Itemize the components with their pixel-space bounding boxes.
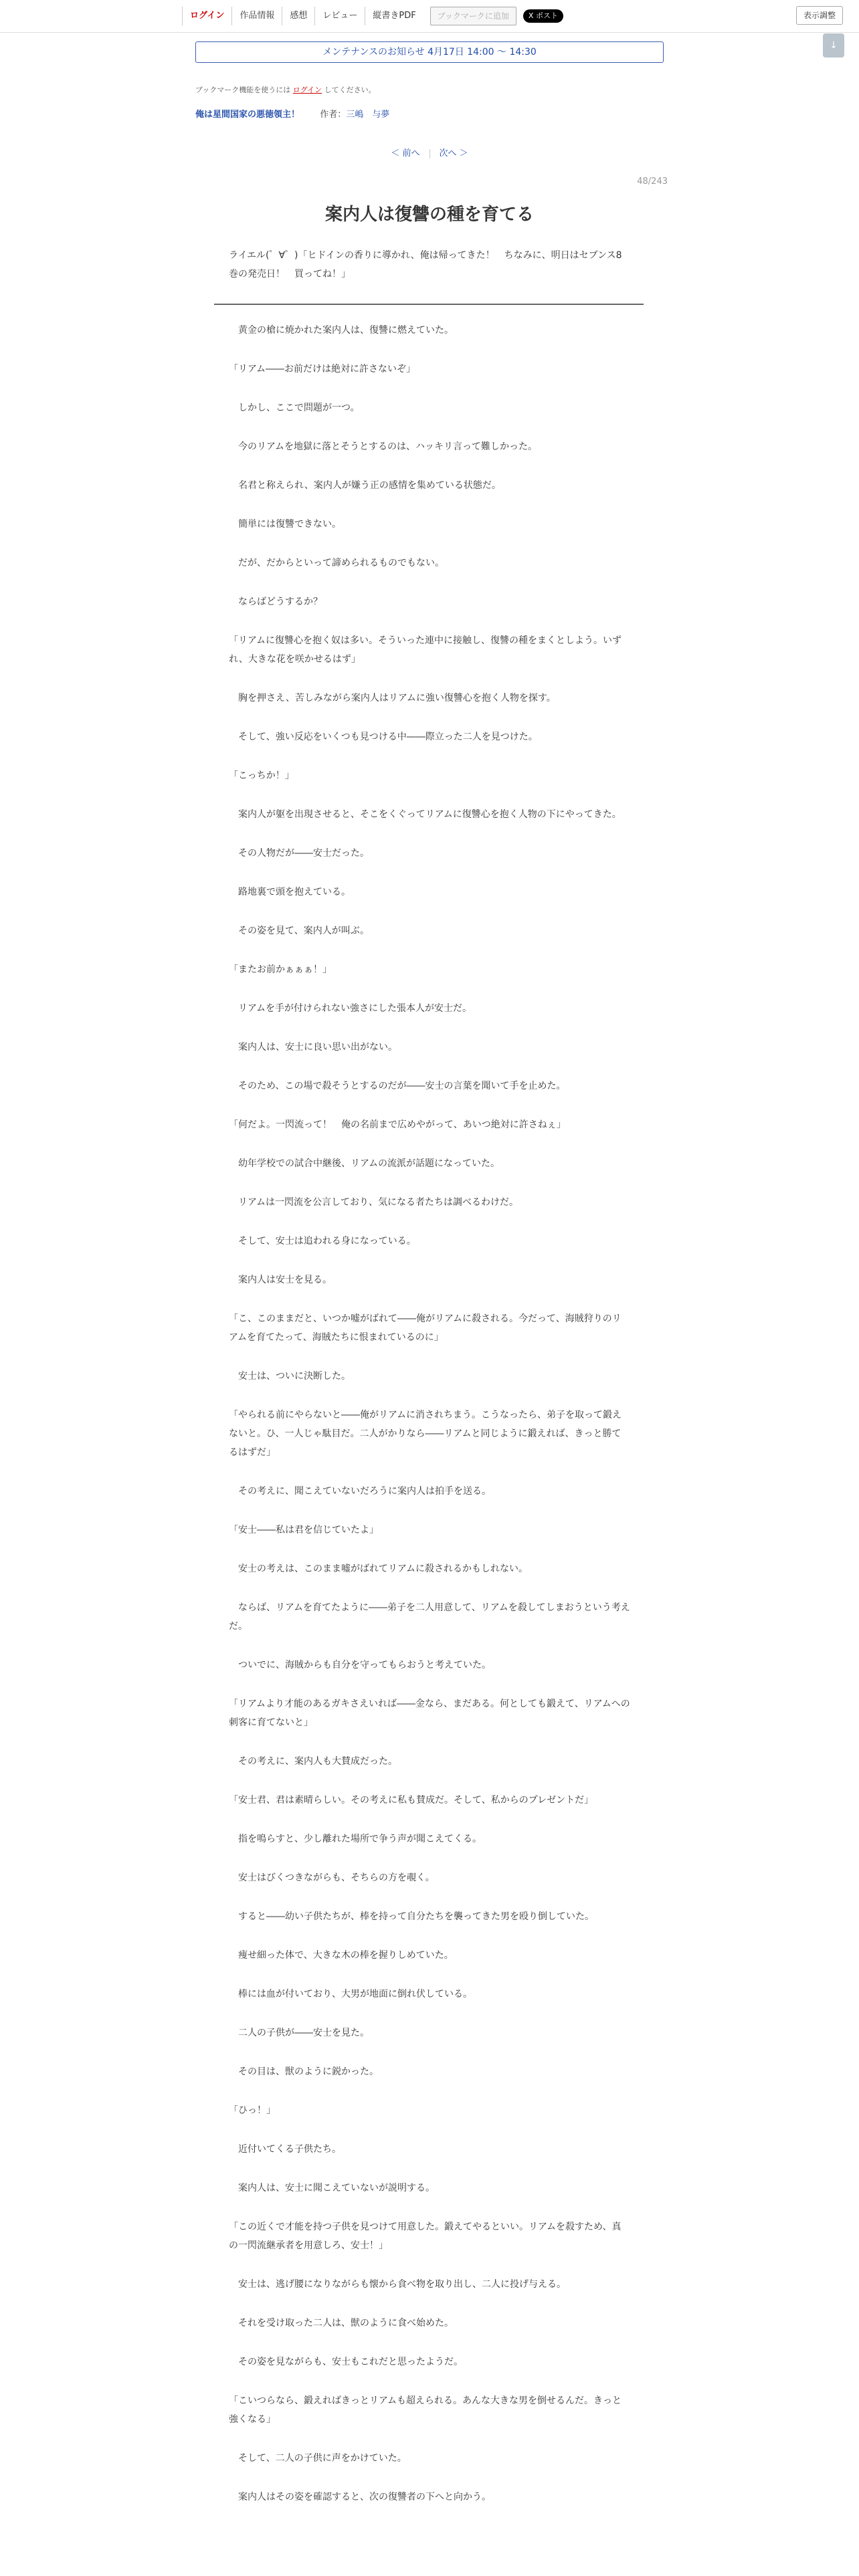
body-paragraph: 路地裏で頭を抱えている。: [238, 887, 351, 897]
body-paragraph: リアムは一閃流を公言しており、気になる者たちは調べるわけだ。: [238, 1197, 519, 1208]
body-paragraph: その姿を見て、案内人が叫ぶ。: [238, 926, 369, 936]
body-paragraph: 指を鳴らすと、少し離れた場所で争う声が聞こえてくる。: [238, 1834, 482, 1844]
nav-item-work-info[interactable]: 作品情報: [231, 7, 282, 25]
body-paragraph: 安士は、ついに決断した。: [238, 1371, 351, 1382]
author-label: 作者：: [320, 110, 347, 120]
pager-top: [0, 146, 859, 158]
chapter-title: 案内人は復讐の種を育てる: [324, 205, 534, 225]
arrow-down-icon: ↓: [830, 40, 838, 51]
display-settings-button[interactable]: 表示調整: [796, 6, 843, 25]
bookmark-note: [195, 84, 376, 95]
body-paragraph: すると――幼い子供たちが、棒を持って自分たちを襲ってきた男を殴り倒していた。: [238, 1911, 594, 1922]
body-paragraph: その人物だが――安士だった。: [238, 848, 369, 859]
nav-menu: [182, 7, 563, 25]
add-bookmark-button[interactable]: ブックマークに追加: [430, 7, 516, 25]
next-page-link[interactable]: 次へ ＞: [439, 148, 468, 158]
bookmark-note-text: ブックマーク機能を使うには: [195, 86, 293, 94]
body-paragraph: 「リアム――お前だけは絶対に許さないぞ」: [229, 364, 416, 374]
body-paragraph: 安士は、逃げ腰になりながらも懐から食べ物を取り出し、二人に投げ与える。: [238, 2279, 566, 2290]
body-paragraph: 痩せ細った体で、大きな木の棒を握りしめていた。: [238, 1950, 454, 1961]
body-paragraph: 案内人は安士を見る。: [238, 1275, 332, 1285]
body-paragraph: 黄金の槍に焼かれた案内人は、復讐に燃えていた。: [238, 325, 454, 336]
body-paragraph: その姿を見ながらも、安士もこれだと思ったようだ。: [238, 2357, 463, 2367]
body-paragraph: 胸を押さえ、苦しみながら案内人はリアムに強い復讐心を抱く人物を探す。: [238, 693, 556, 704]
login-link[interactable]: ログイン: [182, 7, 231, 25]
body-paragraph: 「やられる前にやらないと――俺がリアムに消されちまう。こうなったら、弟子を取って鍛えないと。ひ、一人じゃ駄目だ。二人がかりなら――リアムと同じように鍛えれば、きっと勝てるはずだ」: [229, 1410, 622, 1458]
body-paragraph: しかし、ここで問題が一つ。: [238, 403, 360, 413]
body-paragraph: 幼年学校での試合中継後、リアムの流派が話題になっていた。: [238, 1158, 500, 1169]
body-paragraph: その考えに、聞こえていないだろうに案内人は拍手を送る。: [238, 1486, 491, 1497]
body-paragraph: そのため、この場で殺そうとするのだが――安士の言葉を聞いて手を止めた。: [238, 1081, 566, 1091]
x-post-button[interactable]: X ポスト: [523, 9, 563, 23]
body-paragraph: 安士はびくつきながらも、そちらの方を覗く。: [238, 1872, 435, 1883]
body-paragraph: そして、二人の子供に声をかけていた。: [238, 2453, 407, 2464]
body-paragraph: 「安士――私は君を信じていたよ」: [229, 1525, 379, 1535]
body-paragraph: 今のリアムを地獄に落とそうとするのは、ハッキリ言って難しかった。: [238, 441, 538, 452]
body-paragraph: 「またお前かぁぁぁ！」: [229, 964, 332, 975]
novel-meta: [195, 107, 389, 120]
nav-item-review[interactable]: レビュー: [314, 7, 365, 25]
nav-item-impressions[interactable]: 感想: [282, 7, 314, 25]
body-paragraph: そして、安士は追われる身になっている。: [238, 1236, 416, 1247]
body-paragraph: 案内人が躯を出現させると、そこをくぐってリアムに復讐心を抱く人物の下にやってきた。: [238, 809, 622, 820]
body-paragraph: 「こいつらなら、鍛えればきっとリアムも超えられる。あんな大きな男を倒せるんだ。きっと強くなる」: [229, 2395, 622, 2425]
body-paragraph: だが、だからといって諦められるものでもない。: [238, 558, 444, 568]
body-paragraph: 「ひっ！」: [229, 2105, 276, 2116]
body-paragraph: 安士の考えは、このまま嘘がばれてリアムに殺されるかもしれない。: [238, 1564, 529, 1574]
maintenance-notice[interactable]: メンテナンスのお知らせ 4月17日 14:00 〜 14:30: [195, 41, 664, 63]
body-paragraph: 近付いてくる子供たち。: [238, 2144, 341, 2155]
body-paragraph: 「リアムより才能のあるガキさえいれば――金なら、まだある。何としても鍛えて、リアムへの刺客に育てないと」: [229, 1699, 630, 1728]
body-paragraph: 案内人は、安士に聞こえていないが説明する。: [238, 2183, 435, 2193]
novel-title-link[interactable]: 俺は星間国家の悪徳領主！: [195, 110, 300, 120]
chapter-body: [229, 321, 630, 2527]
nav-item-vertical-pdf[interactable]: 縦書きPDF: [365, 7, 423, 25]
scroll-down-button[interactable]: [823, 33, 844, 58]
body-paragraph: そして、強い反応をいくつも見つける中――際立った二人を見つけた。: [238, 732, 538, 742]
body-paragraph: 案内人は、安士に良い思い出がない。: [238, 1042, 397, 1053]
body-paragraph: 案内人はその姿を確認すると、次の復讐者の下へと向かう。: [238, 2492, 491, 2502]
chapter-preface: ライエル(゜∀゜)「ヒドインの香りに導かれ、俺は帰ってきた！ ちなみに、明日はセブンス8巻の発売日！ 買ってね！」: [229, 250, 622, 280]
author-link[interactable]: 三嶋 与夢: [346, 110, 390, 120]
body-paragraph: リアムを手が付けられない強さにした張本人が安士だ。: [238, 1003, 472, 1014]
top-navigation-bar: [0, 0, 859, 33]
body-paragraph: 「こっちか！」: [229, 770, 294, 781]
body-paragraph: ついでに、海賊からも自分を守ってもらおうと考えていた。: [238, 1660, 491, 1671]
body-paragraph: 簡単には復讐できない。: [238, 519, 341, 530]
bookmark-login-link[interactable]: ログイン: [292, 86, 322, 94]
body-paragraph: 「こ、このままだと、いつか嘘がばれて――俺がリアムに殺される。今だって、海賊狩りのリアムを育てたって、海賊たちに恨まれているのに」: [229, 1313, 622, 1343]
bookmark-note-text-after: してください。: [322, 86, 376, 94]
body-paragraph: それを受け取った二人は、獣のように食べ始めた。: [238, 2318, 454, 2329]
body-paragraph: その目は、獣のように鋭かった。: [238, 2066, 379, 2077]
body-paragraph: ならばどうするか？: [238, 597, 322, 607]
body-paragraph: 「安士君、君は素晴らしい。その考えに私も賛成だ。そして、私からのプレゼントだ」: [229, 1795, 594, 1806]
body-paragraph: ならば、リアムを育てたように――弟子を二人用意して、リアムを殺してしまおうという考えだ。: [229, 1602, 630, 1632]
body-paragraph: 「何だよ。一閃流って！ 俺の名前まで広めやがって、あいつ絶対に許さねぇ」: [229, 1119, 566, 1130]
page-number: 48/243: [637, 177, 668, 187]
body-paragraph: 「この近くで才能を持つ子供を見つけて用意した。鍛えてやるといい。リアムを殺すため、真の一閃流継承者を用意しろ、安士！」: [229, 2222, 622, 2251]
preface-divider: [214, 304, 644, 305]
body-paragraph: 棒には血が付いており、大男が地面に倒れ伏している。: [238, 1989, 472, 2000]
body-paragraph: 名君と称えられ、案内人が嫌う正の感情を集めている状態だ。: [238, 480, 501, 491]
prev-page-link[interactable]: ＜ 前へ: [391, 148, 420, 158]
body-paragraph: 「リアムに復讐心を抱く奴は多い。そういった連中に接触し、復讐の種をまくとしよう。いずれ、大きな花を咲かせるはず」: [229, 635, 622, 665]
body-paragraph: 二人の子供が――安士を見た。: [238, 2028, 369, 2038]
body-paragraph: その考えに、案内人も大賛成だった。: [238, 1756, 397, 1767]
